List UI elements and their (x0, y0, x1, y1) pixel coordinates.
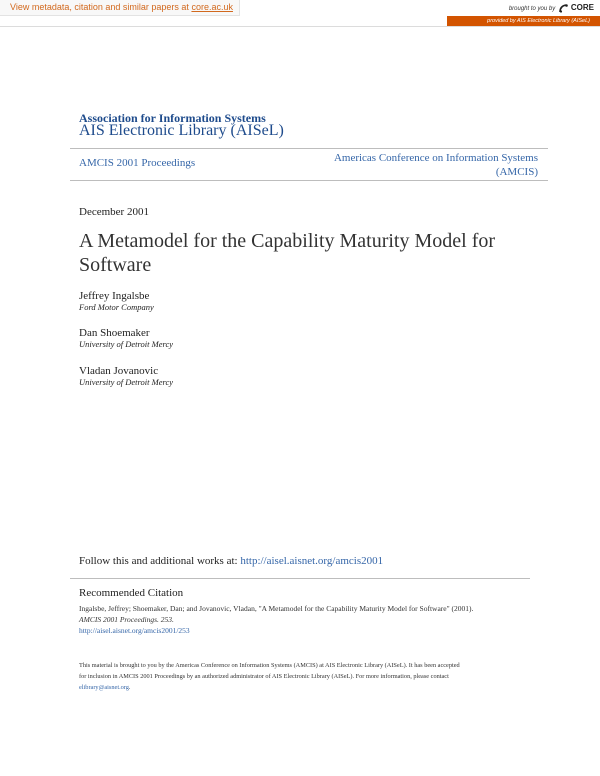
conference-link-line2: (AMCIS) (495, 166, 538, 178)
notice-line2: for inclusion in AMCIS 2001 Proceedings by an authorized administrator of AIS Electronic Library (AISeL). For more information, please contact (79, 673, 449, 680)
citation-heading: Recommended Citation (79, 587, 184, 599)
publication-date: December 2001 (79, 206, 149, 218)
author-block (79, 290, 154, 312)
citation-line2: AMCIS 2001 Proceedings. 253. (79, 615, 174, 624)
follow-text: Follow this and additional works at: (79, 555, 241, 567)
core-metadata-link-prefix: View metadata, citation and similar papers at (10, 2, 192, 12)
author-block (79, 327, 173, 349)
core-metadata-link-site[interactable]: core.ac.uk (191, 2, 233, 12)
divider-citation (70, 578, 530, 579)
citation-body (79, 603, 529, 636)
divider-bottom (70, 180, 548, 181)
author-name: Jeffrey Ingalsbe (79, 290, 150, 302)
core-metadata-link[interactable] (0, 0, 240, 16)
author-block (79, 365, 173, 387)
brought-to-you-text: brought to you by (508, 6, 556, 12)
association-name[interactable]: Association for Information Systems (79, 111, 266, 125)
library-name[interactable]: AIS Electronic Library (AISeL) (79, 122, 284, 139)
contact-email-link[interactable]: elibrary@aisnet.org (79, 684, 129, 691)
core-brought-to-you[interactable] (509, 2, 594, 15)
follow-line (79, 555, 383, 567)
author-affiliation: Ford Motor Company (79, 302, 154, 312)
author-name: Dan Shoemaker (79, 327, 150, 339)
notice-line1: This material is brought to you by the Americas Conference on Information Systems (AMCIS) at AIS Electronic Library (AISeL). It has been accepted (79, 662, 460, 669)
author-name: Vladan Jovanovic (79, 365, 159, 377)
author-affiliation: University of Detroit Mercy (79, 339, 174, 349)
follow-link[interactable]: http://aisel.aisnet.org/amcis2001 (240, 555, 384, 567)
citation-link[interactable]: http://aisel.aisnet.org/amcis2001/253 (79, 626, 190, 635)
author-affiliation: University of Detroit Mercy (79, 377, 174, 387)
conference-link-line1: Americas Conference on Information Systems (333, 152, 538, 164)
core-banner (0, 0, 600, 27)
notice-email-suffix: . (128, 684, 131, 691)
paper-title: A Metamodel for the Capability Maturity Model for Software (79, 230, 496, 276)
core-logo-text: CORE (570, 3, 594, 12)
access-notice (79, 660, 529, 693)
conference-link[interactable] (308, 151, 538, 179)
core-provided-by[interactable]: provided by AIS Electronic Library (AISeL) (447, 16, 600, 26)
citation-line1: Ingalsbe, Jeffrey; Shoemaker, Dan; and Jovanovic, Vladan, "A Metamodel for the Capability Maturity Model for Software" (2001). (79, 604, 474, 613)
divider-top (70, 148, 548, 149)
proceedings-link[interactable]: AMCIS 2001 Proceedings (79, 157, 196, 169)
core-logo-icon (559, 4, 569, 13)
